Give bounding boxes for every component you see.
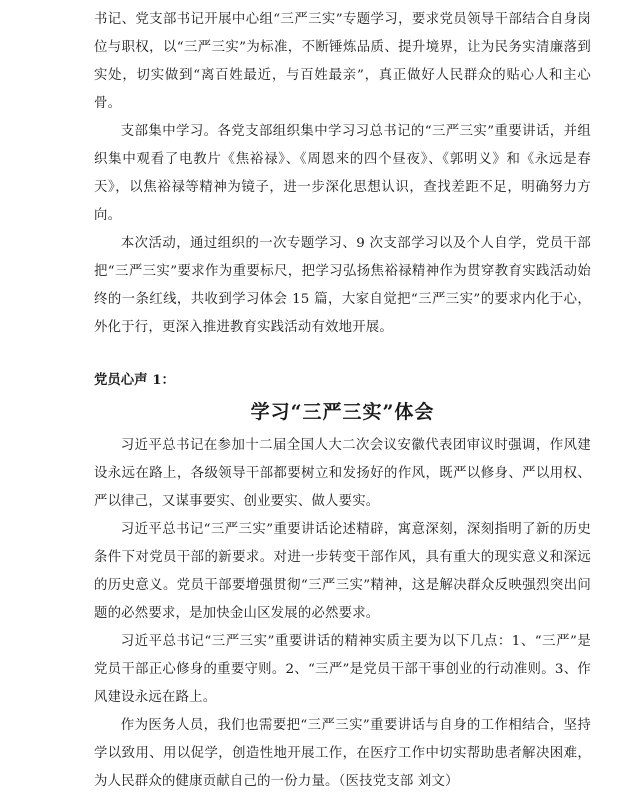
article-title: 学习“三严三实”体会 — [250, 401, 435, 423]
intro-paragraph-1: 书记、党支部书记开展中心组“三严三实”专题学习，要求党员领导干部结合自身岗位与职权，以“三严三实”为标准，不断锤炼品质、提升境界，让为民务实清廉落到实处，切实做到“离百姓最近，与百姓最亲”，真正做好人民群众的贴心人和主心骨。 — [94, 12, 591, 111]
intro-paragraph-3: 本次活动，通过组织的一次专题学习、9 次支部学习以及个人自学，党员干部把“三严三实”要求作为重要标尺，把学习弘扬焦裕禄精神作为贯穿教育实践活动始终的一条红线，共收到学习体会 15 篇，大家自觉把“三严三实”的要求内化于心，外化于行，更深入推进教育实践活动有效地开展。 — [94, 236, 591, 335]
intro-paragraph-2: 支部集中学习。各党支部组织集中学习习总书记的“三严三实”重要讲话，并组织集中观看了电教片《焦裕禄》、《周恩来的四个昼夜》、《郭明义》和《永远是春天》，以焦裕禄等精神为镜子，进一步深化思想认识，查找差距不足，明确努力方向。 — [94, 124, 591, 223]
article-paragraph-1: 习近平总书记在参加十二届全国人大二次会议安徽代表团审议时强调，作风建设永远在路上，各级领导干部都要树立和发扬好的作风，既严以修身、严以用权、严以律己，又谋事要实、创业要实、做人要实。 — [94, 438, 591, 509]
article-paragraph-4: 作为医务人员，我们也需要把“三严三实”重要讲话与自身的工作相结合，坚持学以致用、用以促学，创造性地开展工作，在医疗工作中切实帮助患者解决困难，为人民群众的健康贡献自己的一份力量。（医技党支部 刘文） — [94, 718, 591, 789]
article-paragraph-2: 习近平总书记“三严三实”重要讲话论述精辟，寓意深刻，深刻指明了新的历史条件下对党员干部的新要求。对进一步转变干部作风，具有重大的现实意义和深远的历史意义。党员干部要增强贯彻“三严三实”精神，这是解决群众反映强烈突出问题的必然要求，是加快金山区发展的必然要求。 — [94, 522, 591, 621]
section-label: 党员心声 1： — [94, 372, 175, 388]
article-paragraph-3: 习近平总书记“三严三实”重要讲话的精神实质主要为以下几点：1、“三严”是党员干部正心修身的重要守则。2、“三严”是党员干部干事创业的行动准则。3、作风建设永远在路上。 — [94, 634, 591, 705]
section-spacer — [94, 342, 591, 366]
